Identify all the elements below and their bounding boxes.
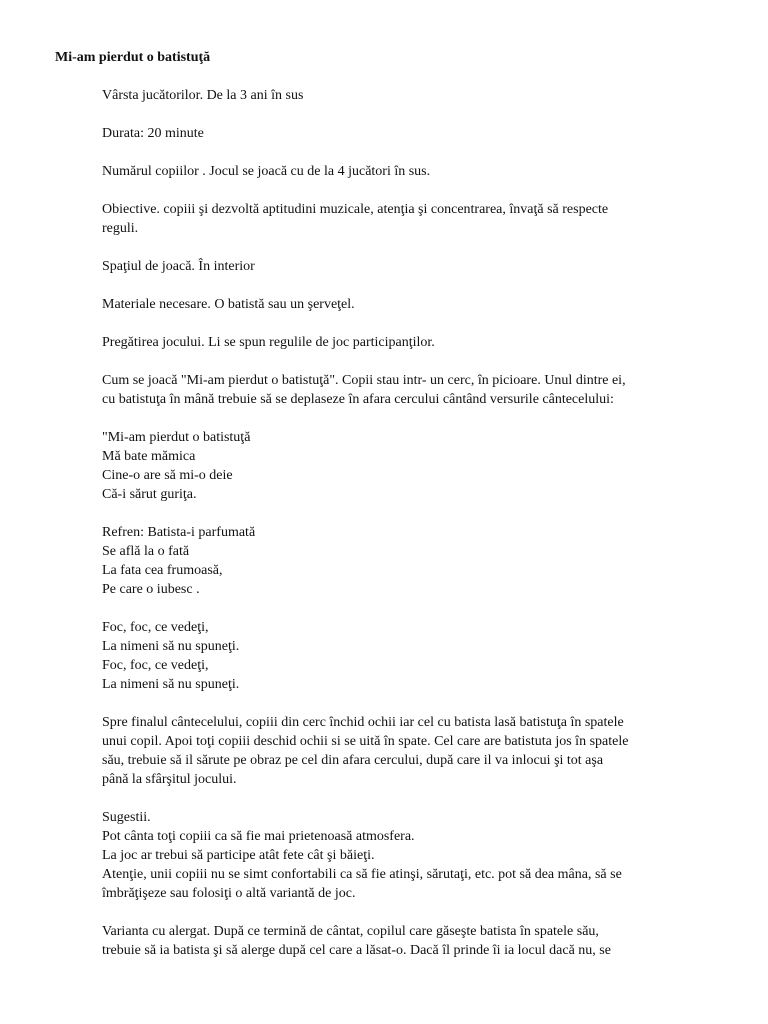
paragraph: [102, 922, 692, 960]
text-line: Că-i sărut guriţa.: [102, 487, 197, 502]
paragraph: [102, 162, 692, 181]
text-line: Obiective. copiii şi dezvoltă aptitudini muzicale, atenţia şi concentrarea, învaţă să respecte: [102, 202, 609, 217]
text-line: Cine-o are să mi-o deie: [102, 468, 233, 483]
document-body: [102, 86, 692, 979]
paragraph: [102, 371, 692, 409]
text-line: La joc ar trebui să participe atât fete cât şi băieţi.: [102, 848, 375, 863]
paragraph: [102, 808, 692, 903]
text-line: îmbrăţişeze sau folosiţi o altă variantă de joc.: [102, 886, 356, 901]
text-line: Cum se joacă "Mi-am pierdut o batistuţă". Copii stau intr- un cerc, în picioare. Unul dintre ei,: [102, 373, 626, 388]
text-line: unui copil. Apoi toţi copiii deschid ochii si se uită în spate. Cel care are batistuta jos în spatele: [102, 734, 629, 749]
paragraph: [102, 618, 692, 694]
paragraph: [102, 713, 692, 789]
text-line: Numărul copiilor . Jocul se joacă cu de la 4 jucători în sus.: [102, 164, 431, 179]
paragraph: [102, 124, 692, 143]
text-line: La fata cea frumoasă,: [102, 563, 223, 578]
text-line: Se află la o fată: [102, 544, 190, 559]
text-line: Durata: 20 minute: [102, 126, 204, 141]
text-line: cu batistuţa în mână trebuie să se deplaseze în afara cercului cântând versurile cântecelului:: [102, 392, 614, 407]
text-line: Vârsta jucătorilor. De la 3 ani în sus: [102, 88, 304, 103]
text-line: Refren: Batista-i parfumată: [102, 525, 256, 540]
text-line: Pe care o iubesc .: [102, 582, 200, 597]
paragraph: [102, 523, 692, 599]
text-line: Materiale necesare. O batistă sau un şerveţel.: [102, 297, 355, 312]
paragraph: [102, 295, 692, 314]
paragraph: [102, 200, 692, 238]
text-line: până la sfârşitul jocului.: [102, 772, 237, 787]
text-line: "Mi-am pierdut o batistuţă: [102, 430, 251, 445]
text-line: Spaţiul de joacă. În interior: [102, 259, 255, 274]
text-line: Sugestii.: [102, 810, 151, 825]
text-line: său, trebuie să il sărute pe obraz pe cel din afara cercului, după care il va inlocui şi tot aşa: [102, 753, 604, 768]
text-line: La nimeni să nu spuneţi.: [102, 639, 240, 654]
paragraph: [102, 428, 692, 504]
text-line: Pot cânta toţi copiii ca să fie mai prietenoasă atmosfera.: [102, 829, 415, 844]
text-line: Atenţie, unii copiii nu se simt confortabili ca să fie atinşi, sărutaţi, etc. pot să dea mâna, să se: [102, 867, 622, 882]
text-line: trebuie să ia batista şi să alerge după cel care a lăsat-o. Dacă îl prinde îi ia locul dacă nu, se: [102, 943, 611, 958]
text-line: La nimeni să nu spuneţi.: [102, 677, 240, 692]
text-line: Mă bate mămica: [102, 449, 196, 464]
text-line: Spre finalul cântecelului, copiii din cerc închid ochii iar cel cu batista lasă batistuţa în spatele: [102, 715, 624, 730]
text-line: Foc, foc, ce vedeţi,: [102, 620, 209, 635]
text-line: reguli.: [102, 221, 139, 236]
paragraph: [102, 333, 692, 352]
paragraph: [102, 257, 692, 276]
text-line: Varianta cu alergat. După ce termină de cântat, copilul care găseşte batista în spatele său,: [102, 924, 599, 939]
text-line: Pregătirea jocului. Li se spun regulile de joc participanţilor.: [102, 335, 435, 350]
document-title: Mi-am pierdut o batistuţă: [55, 50, 211, 65]
paragraph: [102, 86, 692, 105]
text-line: Foc, foc, ce vedeţi,: [102, 658, 209, 673]
